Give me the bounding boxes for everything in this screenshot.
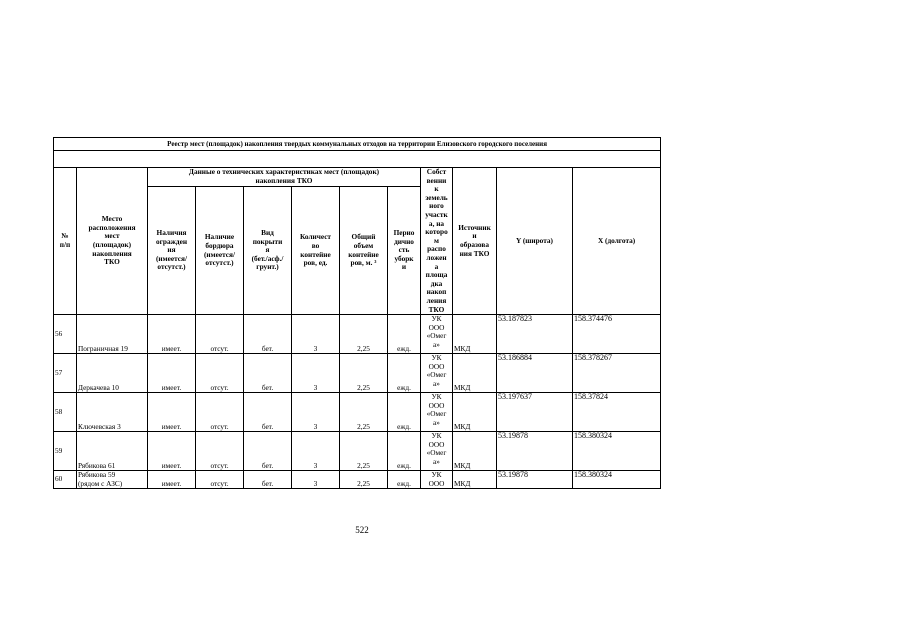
row-fence: имеет. bbox=[148, 432, 196, 471]
page-number: 522 bbox=[355, 525, 369, 535]
row-owner: УК ООО «Омег а» bbox=[421, 393, 453, 432]
row-fence: имеет. bbox=[148, 393, 196, 432]
row-volume: 2,25 bbox=[340, 315, 388, 354]
row-volume: 2,25 bbox=[340, 471, 388, 489]
row-surface: бет. bbox=[244, 393, 292, 432]
row-owner: УК ООО «Омег а» bbox=[421, 354, 453, 393]
header-num: № п/п bbox=[54, 168, 77, 315]
row-count: 3 bbox=[292, 354, 340, 393]
header-frequency: Перио дично сть уборк и bbox=[388, 187, 421, 315]
row-address: Пограничная 19 bbox=[77, 315, 148, 354]
row-longitude: 158.374476 bbox=[573, 315, 661, 354]
row-border: отсут. bbox=[196, 354, 244, 393]
row-address: Рябикова 61 bbox=[77, 432, 148, 471]
row-address: Ключевская 3 bbox=[77, 393, 148, 432]
row-volume: 2,25 bbox=[340, 393, 388, 432]
row-latitude: 53.197637 bbox=[497, 393, 573, 432]
header-fence: Наличия огражден ия (имеется/ отсутст.) bbox=[148, 187, 196, 315]
row-count: 3 bbox=[292, 315, 340, 354]
row-longitude: 158.380324 bbox=[573, 471, 661, 489]
row-border: отсут. bbox=[196, 393, 244, 432]
row-longitude: 158.378267 bbox=[573, 354, 661, 393]
row-border: отсут. bbox=[196, 432, 244, 471]
header-source: Источник и образова ния ТКО bbox=[453, 168, 497, 315]
header-longitude: X (долгота) bbox=[573, 168, 661, 315]
row-count: 3 bbox=[292, 432, 340, 471]
row-surface: бет. bbox=[244, 354, 292, 393]
row-source: МКД bbox=[453, 354, 497, 393]
row-number: 58 bbox=[54, 393, 77, 432]
row-border: отсут. bbox=[196, 315, 244, 354]
row-longitude: 158.380324 bbox=[573, 432, 661, 471]
row-fence: имеет. bbox=[148, 471, 196, 489]
header-surface: Вид покрыти я (бет./асф./ грунт.) bbox=[244, 187, 292, 315]
header-volume: Общий объем контейне ров, м. ³ bbox=[340, 187, 388, 315]
row-surface: бет. bbox=[244, 315, 292, 354]
row-address: Деркачева 10 bbox=[77, 354, 148, 393]
row-number: 59 bbox=[54, 432, 77, 471]
row-frequency: ежд. bbox=[388, 432, 421, 471]
row-count: 3 bbox=[292, 471, 340, 489]
row-latitude: 53.19878 bbox=[497, 432, 573, 471]
row-fence: имеет. bbox=[148, 354, 196, 393]
row-frequency: ежд. bbox=[388, 471, 421, 489]
table-row bbox=[54, 432, 661, 471]
row-longitude: 158.37824 bbox=[573, 393, 661, 432]
table-title: Реестр мест (площадок) накопления твердых коммунальных отходов на территории Елизовского городского поселения bbox=[54, 138, 661, 151]
row-volume: 2,25 bbox=[340, 432, 388, 471]
row-number: 60 bbox=[54, 471, 77, 489]
row-count: 3 bbox=[292, 393, 340, 432]
header-border: Наличие бордюра (имеется/ отсутст.) bbox=[196, 187, 244, 315]
row-source: МКД bbox=[453, 432, 497, 471]
row-source: МКД bbox=[453, 315, 497, 354]
row-border: отсут. bbox=[196, 471, 244, 489]
row-owner: УК ООО «Омег а» bbox=[421, 432, 453, 471]
row-surface: бет. bbox=[244, 471, 292, 489]
row-frequency: ежд. bbox=[388, 354, 421, 393]
row-frequency: ежд. bbox=[388, 393, 421, 432]
row-latitude: 53.19878 bbox=[497, 471, 573, 489]
row-latitude: 53.186884 bbox=[497, 354, 573, 393]
row-volume: 2,25 bbox=[340, 354, 388, 393]
row-source: МКД bbox=[453, 471, 497, 489]
table-row bbox=[54, 471, 661, 489]
table-row bbox=[54, 354, 661, 393]
row-number: 57 bbox=[54, 354, 77, 393]
row-frequency: ежд. bbox=[388, 315, 421, 354]
row-owner: УК ООО bbox=[421, 471, 453, 489]
row-number: 56 bbox=[54, 315, 77, 354]
row-source: МКД bbox=[453, 393, 497, 432]
table-row bbox=[54, 393, 661, 432]
header-count: Количест во контейне ров, ед. bbox=[292, 187, 340, 315]
header-tech-group: Данные о технических характеристиках мест (площадок) накопления ТКО bbox=[148, 168, 421, 187]
header-owner: Собст венни к земель ного участк а, на которо м распо ложен а площа дка накоп ления ТКО bbox=[421, 168, 453, 315]
header-latitude: Y (широта) bbox=[497, 168, 573, 315]
row-owner: УК ООО «Омег а» bbox=[421, 315, 453, 354]
row-surface: бет. bbox=[244, 432, 292, 471]
row-latitude: 53.187823 bbox=[497, 315, 573, 354]
registry-table bbox=[53, 137, 661, 489]
table-row bbox=[54, 315, 661, 354]
blank-row bbox=[54, 151, 661, 168]
row-address: Рябикова 59 (рядом с АЗС) bbox=[77, 471, 148, 489]
row-fence: имеет. bbox=[148, 315, 196, 354]
header-place: Место расположения мест (площадок) накопления ТКО bbox=[77, 168, 148, 315]
